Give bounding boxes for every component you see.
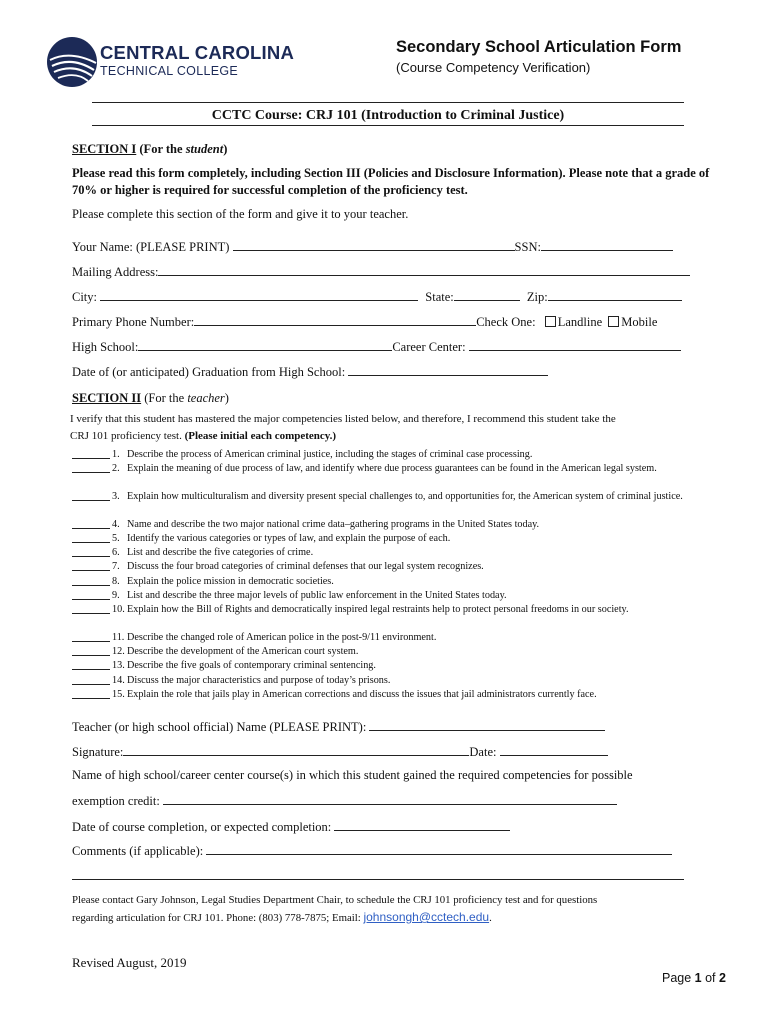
state-label: State: [425,290,454,304]
phone-row [72,313,657,330]
contact-line1: Please contact Gary Johnson, Legal Studies Department Chair, to schedule the CRJ 101 proficiency test and for questions [72,894,598,906]
revised-date: Revised August, 2019 [72,955,187,970]
phone-label: Primary Phone Number: [72,315,195,329]
teacher-name-row [72,718,605,735]
initial-input[interactable] [72,599,110,600]
competency-text: Describe the five goals of contemporary criminal sentencing. [127,660,376,671]
mailing-label: Mailing Address: [72,265,159,279]
competency-text: Explain how the Bill of Rights and democratically inspired legal restraints help to protect personal freedoms in our society. [127,604,629,615]
competency-text: Explain the role that jails play in American corrections and discuss the issues that jail administrators currently face. [127,689,597,700]
state-input[interactable] [454,288,520,301]
competency-text: Explain the meaning of due process of law, and identify where due process guarantees can be found in the American legal system. [127,463,657,474]
competency-text: Name and describe the two major national crime data–gathering programs in the United States today. [127,519,540,530]
section1-heading: SECTION I (For the student) [72,142,228,156]
date-input[interactable] [500,743,608,756]
form-title: Secondary School Articulation Form [396,38,682,56]
name-field-row [72,238,673,255]
mobile-label: Mobile [621,315,658,329]
competency-number: 1. [112,449,120,460]
course-name-row2 [72,792,617,809]
career-center-label: Career Center: [392,340,466,354]
logo-line1: CENTRAL CAROLINA [100,42,295,63]
mobile-checkbox[interactable] [608,316,619,327]
completion-label: Date of course completion, or expected completion: [72,820,332,834]
ssn-label: SSN: [514,240,541,254]
competency-text: List and describe the five categories of crime. [127,547,314,558]
competency-number: 11. [112,632,125,643]
signature-row [72,743,608,760]
competency-number: 14. [112,675,125,686]
course-rule-bottom [92,125,684,126]
competency-text: Discuss the major characteristics and purpose of today’s prisons. [127,675,391,686]
form-subtitle: (Course Competency Verification) [396,60,591,75]
competency-number: 10. [112,604,125,615]
initial-input[interactable] [72,570,110,571]
course-name-label: exemption credit: [72,794,160,808]
signature-label: Signature: [72,745,124,759]
zip-label: Zip: [526,290,548,304]
initial-input[interactable] [72,472,110,473]
landline-checkbox[interactable] [545,316,556,327]
comments-input[interactable] [206,842,672,855]
initial-input[interactable] [72,613,110,614]
competency-text: Discuss the four broad categories of criminal defenses that our legal system recognizes. [127,561,484,572]
college-logo [46,36,295,88]
career-center-input[interactable] [469,338,681,351]
completion-row [72,818,510,835]
initial-input[interactable] [72,684,110,685]
name-input[interactable] [233,238,515,251]
section2-intro: I verify that this student has mastered the major competencies listed below, and therefore, I recommend this student take the [70,413,616,425]
graduation-input[interactable] [348,363,548,376]
competency-number: 5. [112,533,120,544]
teacher-name-label: Teacher (or high school official) Name (PLEASE PRINT): [72,720,367,734]
logo-line2: TECHNICAL COLLEGE [100,64,239,78]
competency-text: Describe the development of the American court system. [127,646,359,657]
competency-number: 2. [112,463,120,474]
initial-input[interactable] [72,556,110,557]
graduation-label: Date of (or anticipated) Graduation from High School: [72,365,346,379]
course-rule-top [92,102,684,103]
course-title: CCTC Course: CRJ 101 (Introduction to Criminal Justice) [211,108,565,123]
competency-text: Describe the process of American criminal justice, including the stages of criminal case processing. [127,449,533,460]
competency-number: 7. [112,561,120,572]
competency-number: 6. [112,547,120,558]
section1-instructions-bold: Please read this form completely, including Section III (Policies and Disclosure Information). Please note that a grade of 70% or higher is required for successful completion of the proficiency test. [72,166,710,197]
initial-input[interactable] [72,458,110,459]
initial-input[interactable] [72,669,110,670]
city-row [72,288,682,305]
section1-label: SECTION I [72,142,137,156]
check-one-label: Check One: [476,315,536,329]
city-label: City: [72,290,98,304]
email-link[interactable]: johnsongh@cctech.edu [363,910,490,924]
competency-number: 4. [112,519,120,530]
section1-instructions: Please complete this section of the form and give it to your teacher. [72,207,409,221]
zip-input[interactable] [548,288,682,301]
high-school-row [72,338,681,355]
comments-label: Comments (if applicable): [72,844,204,858]
mailing-input[interactable] [158,263,690,276]
comments-input-line2[interactable] [72,879,684,880]
initial-input[interactable] [72,655,110,656]
initial-input[interactable] [72,585,110,586]
comments-row [72,842,672,859]
city-input[interactable] [100,288,418,301]
teacher-name-input[interactable] [369,718,605,731]
initial-input[interactable] [72,698,110,699]
section2-label: SECTION II [72,391,142,405]
initial-input[interactable] [72,542,110,543]
high-school-input[interactable] [138,338,392,351]
phone-input[interactable] [194,313,476,326]
completion-input[interactable] [334,818,510,831]
landline-label: Landline [557,315,603,329]
high-school-label: High School: [72,340,139,354]
date-label: Date: [469,745,497,759]
mailing-row [72,263,690,280]
course-name-input[interactable] [163,792,617,805]
section2-intro2: CRJ 101 proficiency test. (Please initial each competency.) [70,430,337,442]
competency-text: List and describe the three major levels of public law enforcement in the United States today. [127,590,507,601]
competency-text: Describe the changed role of American police in the post-9/11 environment. [127,632,437,643]
graduation-row [72,363,548,380]
page-number: Page 1 of 2 [662,971,726,985]
course-name-row1: Name of high school/career center course(s) in which this student gained the required competencies for possible [72,768,633,782]
competency-number: 8. [112,576,120,587]
contact-line2: regarding articulation for CRJ 101. Phone: (803) 778-7875; Email: johnsongh@cctech.edu. [72,910,492,924]
competency-number: 12. [112,646,125,657]
initial-input[interactable] [72,500,110,501]
ssn-input[interactable] [541,238,673,251]
competency-text: Explain how multiculturalism and diversity present special challenges to, and opportunities for, the American system of criminal justice. [127,491,683,502]
competency-number: 3. [112,491,120,502]
competency-number: 13. [112,660,125,671]
competency-number: 15. [112,689,125,700]
initial-input[interactable] [72,641,110,642]
initial-input[interactable] [72,528,110,529]
competency-number: 9. [112,590,120,601]
section2-heading: SECTION II (For the teacher) [72,391,229,405]
name-label: Your Name: (PLEASE PRINT) [72,240,230,254]
competency-text: Explain the police mission in democratic societies. [127,576,334,587]
signature-input[interactable] [123,743,469,756]
globe-icon [46,36,98,88]
competency-text: Identify the various categories or types of law, and explain the purpose of each. [127,533,451,544]
